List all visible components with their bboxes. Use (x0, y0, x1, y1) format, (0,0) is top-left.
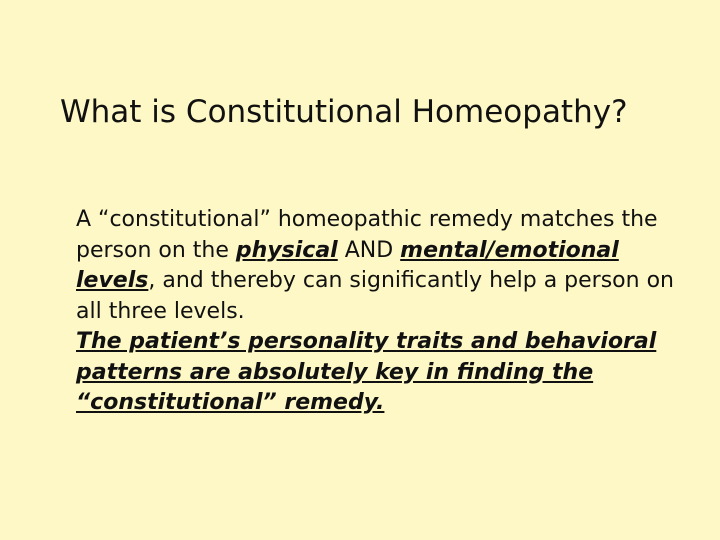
emphasis-physical: physical (235, 237, 338, 263)
paragraph-key-traits: The patient’s personality traits and behavioral patterns are absolutely key in finding the “constitutional” remedy. (76, 329, 657, 415)
paragraph-constitutional-remedy (76, 205, 696, 327)
paragraph1-text-2: AND (337, 237, 401, 263)
emphasis-mental-emotional: mental/emotional levels (76, 237, 619, 293)
paragraph1-text-3: , and thereby can significantly help a person on all three levels. (76, 268, 674, 324)
slide-body (76, 205, 696, 419)
paragraph1-text-1: A “constitutional” homeopathic remedy matches the person on the (76, 207, 658, 263)
slide-title: What is Constitutional Homeopathy? (60, 94, 628, 130)
